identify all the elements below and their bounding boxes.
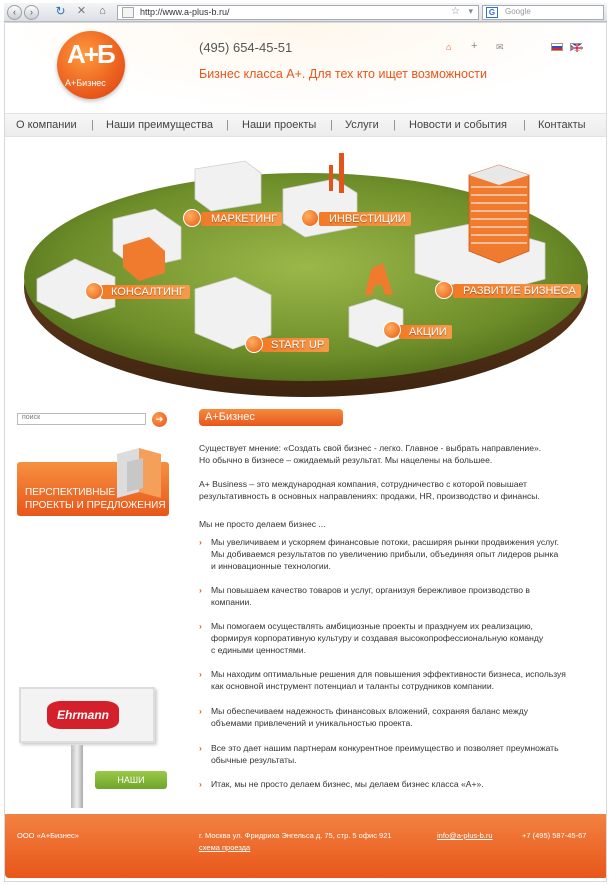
promotions-marker-icon[interactable] (383, 321, 401, 339)
google-icon: G (486, 7, 498, 18)
bullet-arrow-icon: › (199, 706, 202, 716)
flag-ru-icon[interactable] (551, 43, 563, 51)
footer (5, 814, 607, 878)
bullet-line: обычные результаты. (211, 755, 297, 765)
nav-item-services[interactable]: Услуги (345, 119, 379, 131)
browser-toolbar (4, 3, 607, 22)
site-search-placeholder: поиск (22, 414, 41, 421)
hero-label-marketing[interactable]: МАРКЕТИНГ (201, 212, 282, 226)
footer-map-link[interactable]: схема проезда (199, 843, 251, 852)
star-icon[interactable]: ☆ (451, 6, 460, 17)
stop-icon[interactable]: ✕ (76, 5, 87, 17)
flag-uk-icon[interactable] (570, 43, 582, 51)
bullet-line: формируя корпоративную культуру и создавая высокопрофессиональную команду (211, 633, 544, 643)
footer-address: г. Москва ул. Фридриха Энгельса д. 75, стр. 5 офис 921 (199, 831, 392, 840)
billboard-brand: Ehrmann (47, 701, 119, 729)
address-bar[interactable] (117, 5, 479, 20)
footer-email-link[interactable]: info@a-plus-b.ru (437, 831, 493, 840)
main-nav (5, 113, 607, 137)
nav-item-news[interactable]: Новости и события (409, 119, 507, 131)
promo-text (25, 486, 166, 512)
intro-paragraph (199, 442, 579, 466)
dropdown-icon[interactable]: ▾ (468, 6, 473, 16)
list-item (199, 778, 579, 790)
mail-icon[interactable]: ✉ (496, 42, 504, 52)
nav-separator: | (226, 119, 229, 131)
content-title: А+Бизнес (199, 409, 343, 426)
nav-item-advantages[interactable]: Наши преимущества (106, 119, 214, 131)
forward-icon[interactable]: › (24, 5, 39, 20)
about-line-2: результативность в основных направлениях: продажи, HR, производство и финансы. (199, 491, 540, 501)
logo-mark: А+Б (67, 39, 114, 69)
back-icon[interactable]: ‹ (7, 5, 22, 20)
bullet-arrow-icon: › (199, 585, 202, 595)
hero-illustration (5, 139, 607, 409)
address-text: http://www.a-plus-b.ru/ (140, 7, 230, 17)
tower (469, 165, 529, 263)
nav-item-about[interactable]: О компании (16, 119, 77, 131)
hero-label-promotions[interactable]: АКЦИИ (399, 325, 452, 339)
marketing-marker-icon[interactable] (183, 209, 201, 227)
page-icon (122, 7, 134, 18)
bullet-line: Мы повышаем качество товаров и услуг, организуя бережливое производство в (211, 585, 530, 595)
promo-line-1: ПЕРСПЕКТИВНЫЕ (25, 487, 116, 498)
nav-item-contacts[interactable]: Контакты (538, 119, 586, 131)
browser-search-input[interactable] (482, 5, 604, 20)
billboard-board (19, 687, 155, 743)
hero-label-startup[interactable]: START UP (261, 338, 329, 352)
promo-line-2: ПРОЕКТЫ И ПРЕДЛОЖЕНИЯ (25, 500, 166, 511)
nav-item-projects[interactable]: Наши проекты (242, 119, 317, 131)
search-go-button[interactable]: ➔ (152, 412, 167, 427)
logo-text: А+Бизнес (65, 78, 106, 88)
home-icon[interactable]: ⌂ (99, 5, 106, 17)
bullet-arrow-icon: › (199, 669, 202, 679)
bullet-line: Мы увеличиваем и ускоряем финансовые потоки, расширяя рынки продвижения услуг. (211, 537, 559, 547)
home-icon[interactable]: ⌂ (446, 42, 452, 52)
bullet-line: объемами привлечений и уникальностью проекта. (211, 718, 413, 728)
list-item (199, 668, 579, 692)
hero-label-investments[interactable]: ИНВЕСТИЦИИ (319, 212, 411, 226)
footer-company: ООО «А+Бизнес» (17, 831, 79, 840)
reload-icon[interactable]: ↻ (55, 4, 66, 18)
list-item (199, 536, 579, 572)
nav-separator: | (393, 119, 396, 131)
about-paragraph (199, 478, 579, 502)
bullet-arrow-icon: › (199, 621, 202, 631)
nav-separator: | (91, 119, 94, 131)
bullet-line: Мы обеспечиваем надежность финансовых вложений, сохраняя баланс между (211, 706, 529, 716)
billboard-pole (71, 745, 83, 808)
bullet-arrow-icon: › (199, 743, 202, 753)
web-page (4, 22, 607, 882)
intro-line-1: Существует мнение: «Создать свой бизнес - легко. Главное - выбрать направление». (199, 443, 542, 453)
hero-label-consulting[interactable]: КОНСАЛТИНГ (101, 285, 190, 299)
hero-city-map (5, 139, 607, 409)
footer-phone: +7 (495) 587-45-67 (522, 831, 587, 840)
logo[interactable] (57, 31, 125, 99)
bullet-line: Все это дает нашим партнерам конкурентное преимущество и позволяет преумножать (211, 743, 559, 753)
bullet-line: как основной инструмент потенциал и таланты сотрудников компании. (211, 681, 495, 691)
about-line-1: А+ Business – это международная компания, сотрудничество с которой повышает (199, 479, 527, 489)
bullet-line: Мы добиваемся результатов по увеличению прибыли, объединяя опыт лидеров рынка (211, 549, 559, 559)
bullet-line: с едиными ценностями. (211, 645, 306, 655)
bullet-line: компании. (211, 597, 252, 607)
nav-separator: | (330, 119, 333, 131)
bullet-line: Итак, мы не просто делаем бизнес, мы делаем бизнес класса «А+». (211, 779, 484, 789)
bullet-line: Мы находим оптимальные решения для повышения эффективности бизнеса, используя (211, 669, 566, 679)
list-item (199, 584, 579, 608)
sitemap-icon[interactable]: + (471, 40, 478, 52)
header-phone: (495) 654-45-51 (199, 40, 293, 55)
lead-paragraph: Мы не просто делаем бизнес ... (199, 519, 326, 529)
list-item (199, 742, 579, 766)
site-search-input[interactable] (17, 413, 146, 425)
investments-marker-icon[interactable] (301, 209, 319, 227)
promo-banner[interactable] (17, 448, 169, 518)
bullet-arrow-icon: › (199, 537, 202, 547)
list-item (199, 620, 579, 656)
browser-search-placeholder: Google (505, 7, 531, 16)
consulting-marker-icon[interactable] (85, 282, 103, 300)
list-item (199, 705, 579, 729)
bullet-arrow-icon: › (199, 779, 202, 789)
business-dev-marker-icon[interactable] (435, 281, 453, 299)
intro-line-2: Но обычно в бизнесе – ожидаемый результат. Мы нацелены на большее. (199, 455, 493, 465)
bullet-line: и инновационные технологии. (211, 561, 331, 571)
header-slogan: Бизнес класса А+. Для тех кто ищет возможности (199, 67, 487, 81)
projects-button[interactable]: НАШИ ПРОЕКТЫ (95, 771, 167, 789)
nav-separator: | (523, 119, 526, 131)
hero-label-business-dev[interactable]: РАЗВИТИЕ БИЗНЕСА (453, 284, 581, 298)
startup-marker-icon[interactable] (245, 335, 263, 353)
bullet-line: Мы помогаем осуществлять амбициозные проекты и празднуем их реализацию, (211, 621, 533, 631)
